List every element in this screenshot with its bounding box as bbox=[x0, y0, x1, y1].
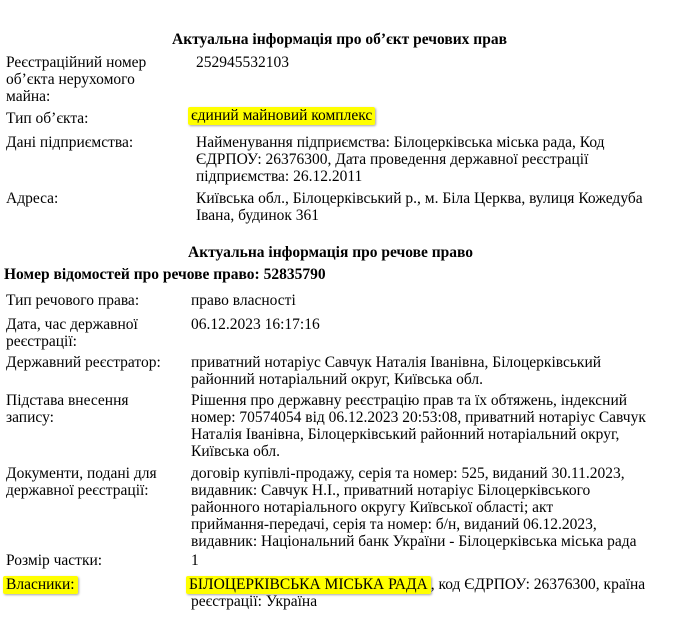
object-type-value bbox=[188, 107, 375, 124]
share-size-value: 1 bbox=[191, 552, 199, 569]
right-section-title: Актуальна інформація про речове право bbox=[188, 244, 474, 261]
owners-label-highlight: Власники: bbox=[3, 576, 78, 594]
owners-line-1 bbox=[186, 576, 645, 593]
registration-date-label: Дата, час державної реєстрації: bbox=[6, 316, 138, 350]
address-label: Адреса: bbox=[6, 190, 59, 207]
object-section-title: Актуальна інформація про об’єкт речових прав bbox=[172, 31, 507, 48]
registration-date-value: 06.12.2023 16:17:16 bbox=[191, 316, 320, 333]
owners-value bbox=[186, 576, 645, 610]
documents-value: договір купівлі-продажу, серія та номер: 525, виданий 30.11.2023, видавник: Савчук Н.І., приватний нотаріус Білоцерківського районного нотаріального округу Київської області; акт приймання-передачі, серія та номер: б/н, виданий 06.12.2023, видавник: Національний банк України - Білоцерківська міська рада bbox=[191, 465, 637, 550]
record-number-value: 52835790 bbox=[263, 266, 326, 283]
record-number-line bbox=[4, 266, 326, 283]
address-value: Київська обл., Білоцерківський р., м. Біла Церква, вулиця Кожедуба Івана, будинок 361 bbox=[196, 190, 643, 224]
object-type-highlight: єдиний майновий комплекс bbox=[188, 107, 375, 125]
owner-name-highlight: БІЛОЦЕРКІВСЬКА МІСЬКА РАДА bbox=[186, 576, 431, 594]
enterprise-data-label: Дані підприємства: bbox=[6, 134, 134, 151]
share-size-label: Розмір частки: bbox=[6, 552, 103, 569]
documents-label: Документи, подані для державної реєстрації: bbox=[6, 465, 157, 499]
right-type-value: право власності bbox=[191, 292, 296, 309]
basis-value: Рішення про державну реєстрацію прав та їх обтяжень, індексний номер: 70574054 від 06.12.2023 20:53:08, приватний нотаріус Савчук Наталія Іванівна, Білоцерківський районний нотаріальний округ, Київська обл. bbox=[191, 392, 646, 460]
owners-label bbox=[3, 576, 78, 593]
registration-number-label: Реєстраційний номер об’єкта нерухомого майна: bbox=[6, 54, 147, 105]
registration-number-value: 252945532103 bbox=[196, 54, 289, 71]
right-type-label: Тип речового права: bbox=[6, 292, 140, 309]
owner-details: , код ЄДРПОУ: 26376300, країна bbox=[430, 576, 646, 593]
record-number-label: Номер відомостей про речове право: bbox=[4, 266, 260, 283]
registrar-value: приватний нотаріус Савчук Наталія Іванівна, Білоцерківський районний нотаріальний округ, Київська обл. bbox=[191, 354, 602, 388]
owners-line-2: реєстрації: Україна bbox=[191, 593, 318, 610]
registrar-label: Державний реєстратор: bbox=[6, 354, 161, 371]
object-type-label: Тип об’єкта: bbox=[6, 110, 89, 127]
enterprise-data-value: Найменування підприємства: Білоцерківська міська рада, Код ЄДРПОУ: 26376300, Дата проведення державної реєстрації підприємства: 26.12.2011 bbox=[196, 134, 605, 185]
basis-label: Підстава внесення запису: bbox=[6, 392, 129, 426]
